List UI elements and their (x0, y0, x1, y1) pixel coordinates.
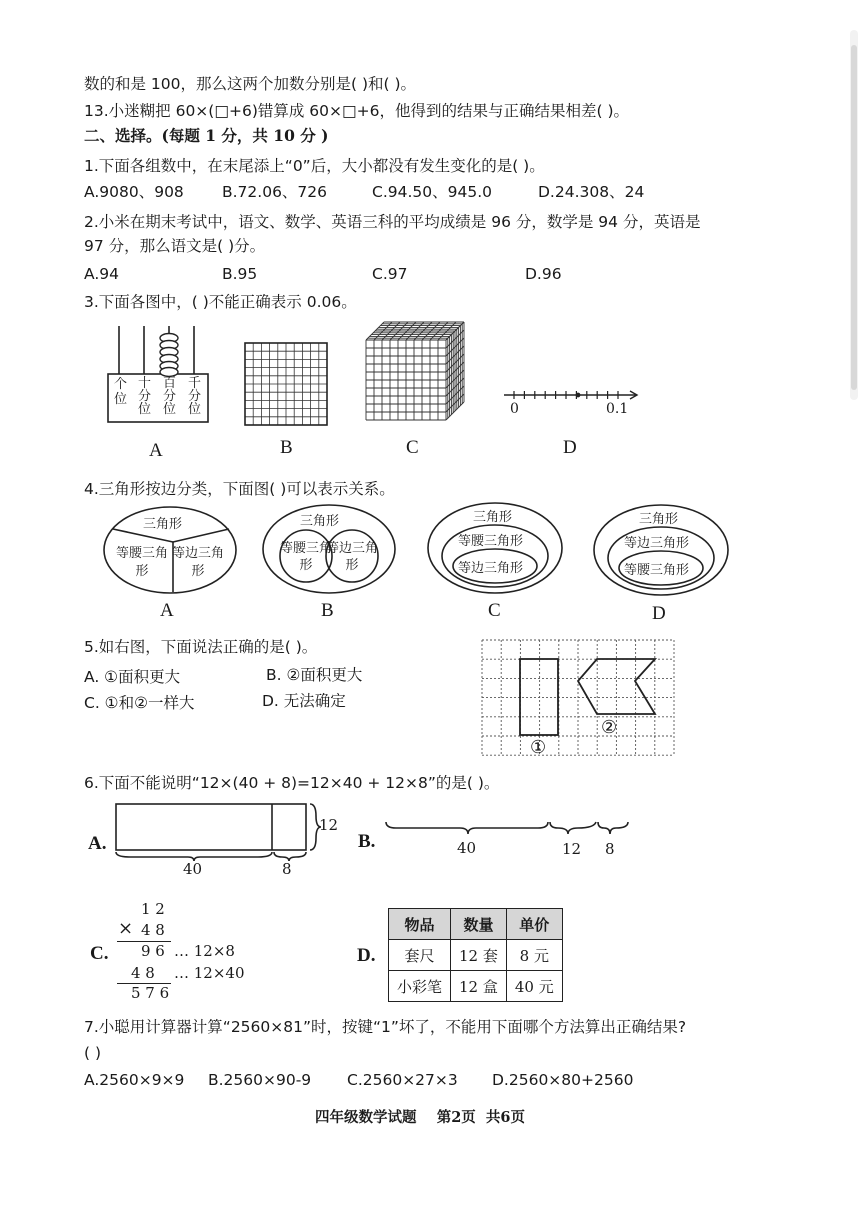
page-footer: 四年级数学试题 第2页 共6页 (315, 1109, 525, 1126)
q3-thousand-cube (362, 318, 466, 428)
mul-top: 1 2 (141, 900, 165, 918)
table-row (389, 940, 563, 971)
q4-label-d: D (652, 603, 666, 624)
q6-stem: 6.下面不能说明“12×(40 + 8)=12×40 + 12×8”的是( )。 (84, 774, 500, 792)
q4b-isosceles: 等腰三角形 (280, 541, 333, 573)
abacus-col-ones: 个位 (113, 377, 127, 407)
q12-text: 数的和是 100，那么这两个加数分别是( )和( )。 (84, 75, 417, 93)
q5-option-d: D. 无法确定 (262, 692, 346, 710)
q3-stem: 3.下面各图中，( )不能正确表示 0.06。 (84, 293, 357, 311)
q6-d-label: D. (357, 945, 376, 966)
table-header-item: 物品 (389, 909, 451, 940)
table-cell: 8 元 (506, 940, 562, 971)
mul-note-1: … 12×8 (174, 942, 235, 960)
table-cell: 40 元 (506, 971, 562, 1002)
q6-c-label: C. (90, 943, 109, 964)
q3-label-a: A (149, 440, 163, 461)
q7-option-d: D.2560×80+2560 (492, 1071, 634, 1089)
q5-option-b: B. ②面积更大 (266, 666, 363, 684)
q3-label-d: D (563, 437, 577, 458)
q4-label-a: A (160, 600, 174, 621)
table-header-qty: 数量 (451, 909, 507, 940)
q6-price-table (388, 908, 563, 1002)
table-header-price: 单价 (506, 909, 562, 940)
mul-partial-1: 9 6 (141, 942, 165, 960)
q4d-isosceles: 等腰三角形 (624, 563, 690, 578)
q5-stem: 5.如右图，下面说法正确的是( )。 (84, 638, 318, 656)
mul-result: 5 7 6 (131, 984, 170, 1002)
q4a-equilateral: 等边三角形 (171, 546, 224, 579)
table-cell: 12 盒 (451, 971, 507, 1002)
q2-stem-line2: 97 分，那么语文是( )分。 (84, 237, 266, 255)
q3-label-b: B (280, 437, 293, 458)
q5-shape2-label: ② (601, 717, 618, 738)
q7-stem: 7.小聪用计算器计算“2560×81”时，按键“1”坏了，不能用下面哪个方法算出正确结果? (84, 1018, 687, 1036)
q4a-triangle: 三角形 (143, 517, 183, 532)
q1-stem: 1.下面各组数中，在末尾添上“0”后，大小都没有发生变化的是( )。 (84, 157, 545, 175)
table-header-row (389, 909, 563, 940)
abacus-col-tenths: 十分位 (137, 376, 151, 417)
q6-a-rectangle (110, 800, 335, 862)
q2-option-a: A.94 (84, 265, 119, 283)
table-cell: 套尺 (389, 940, 451, 971)
q1-option-b: B.72.06、726 (222, 183, 328, 201)
q6-b-braces (384, 820, 636, 842)
q5-option-c: C. ①和②一样大 (84, 694, 195, 712)
abacus-col-hundredths: 百分位 (162, 376, 176, 417)
numberline-tenth: 0.1 (606, 401, 629, 417)
q7-answer-paren: ( ) (84, 1044, 102, 1062)
mul-note-2: … 12×40 (174, 964, 245, 982)
q7-option-b: B.2560×90-9 (208, 1071, 312, 1089)
q13-text: 13.小迷糊把 60×(□+6)错算成 60×□+6，他得到的结果与正确结果相差( )。 (84, 102, 630, 120)
mul-bottom: 4 8 (141, 921, 165, 939)
q4-label-c: C (488, 600, 501, 621)
q6-a-length: 40 (183, 860, 203, 878)
q4b-equilateral: 等边三角形 (326, 541, 379, 573)
q5-grid-figure (480, 638, 680, 762)
q6-b-40: 40 (457, 839, 477, 857)
q4d-triangle: 三角形 (639, 512, 679, 527)
q1-option-d: D.24.308、24 (538, 183, 645, 201)
table-row (389, 971, 563, 1002)
q6-a-extra: 8 (282, 860, 292, 878)
q1-option-a: A.9080、908 (84, 183, 184, 201)
q1-option-c: C.94.50、945.0 (372, 183, 492, 201)
q2-option-d: D.96 (525, 265, 562, 283)
q5-shape1-label: ① (530, 737, 547, 758)
q3-label-c: C (406, 437, 419, 458)
scrollbar-thumb[interactable] (851, 45, 857, 390)
section-2-title: 二、选择。(每题 1 分，共 10 分 ) (84, 126, 329, 145)
abacus-col-thousandths: 千分位 (187, 376, 201, 417)
q7-option-a: A.2560×9×9 (84, 1071, 185, 1089)
q2-option-b: B.95 (222, 265, 258, 283)
q4d-equilateral: 等边三角形 (624, 536, 690, 551)
q7-option-c: C.2560×27×3 (347, 1071, 458, 1089)
q3-hundred-grid (244, 342, 328, 426)
q6-b-8: 8 (605, 840, 615, 858)
q6-b-label: B. (358, 831, 376, 852)
mul-partial-2: 4 8 (131, 964, 155, 982)
q4-label-b: B (321, 600, 334, 621)
q6-a-width: 12 (319, 816, 339, 834)
numberline-zero: 0 (510, 401, 519, 417)
q4c-triangle: 三角形 (473, 510, 513, 525)
table-cell: 小彩笔 (389, 971, 451, 1002)
q4a-isosceles: 等腰三角形 (115, 546, 168, 579)
q5-option-a: A. ①面积更大 (84, 668, 181, 686)
mul-times-sign: × (118, 918, 134, 939)
q2-stem-line1: 2.小米在期末考试中，语文、数学、英语三科的平均成绩是 96 分，数学是 94 分，英语是 (84, 213, 701, 231)
q4-stem: 4.三角形按边分类，下面图( )可以表示关系。 (84, 480, 395, 498)
q4c-equilateral: 等边三角形 (458, 561, 524, 576)
q6-a-label: A. (88, 833, 107, 854)
q4b-triangle: 三角形 (300, 514, 340, 529)
q2-option-c: C.97 (372, 265, 408, 283)
table-cell: 12 套 (451, 940, 507, 971)
q6-b-12: 12 (562, 840, 582, 858)
q4c-isosceles: 等腰三角形 (458, 534, 524, 549)
